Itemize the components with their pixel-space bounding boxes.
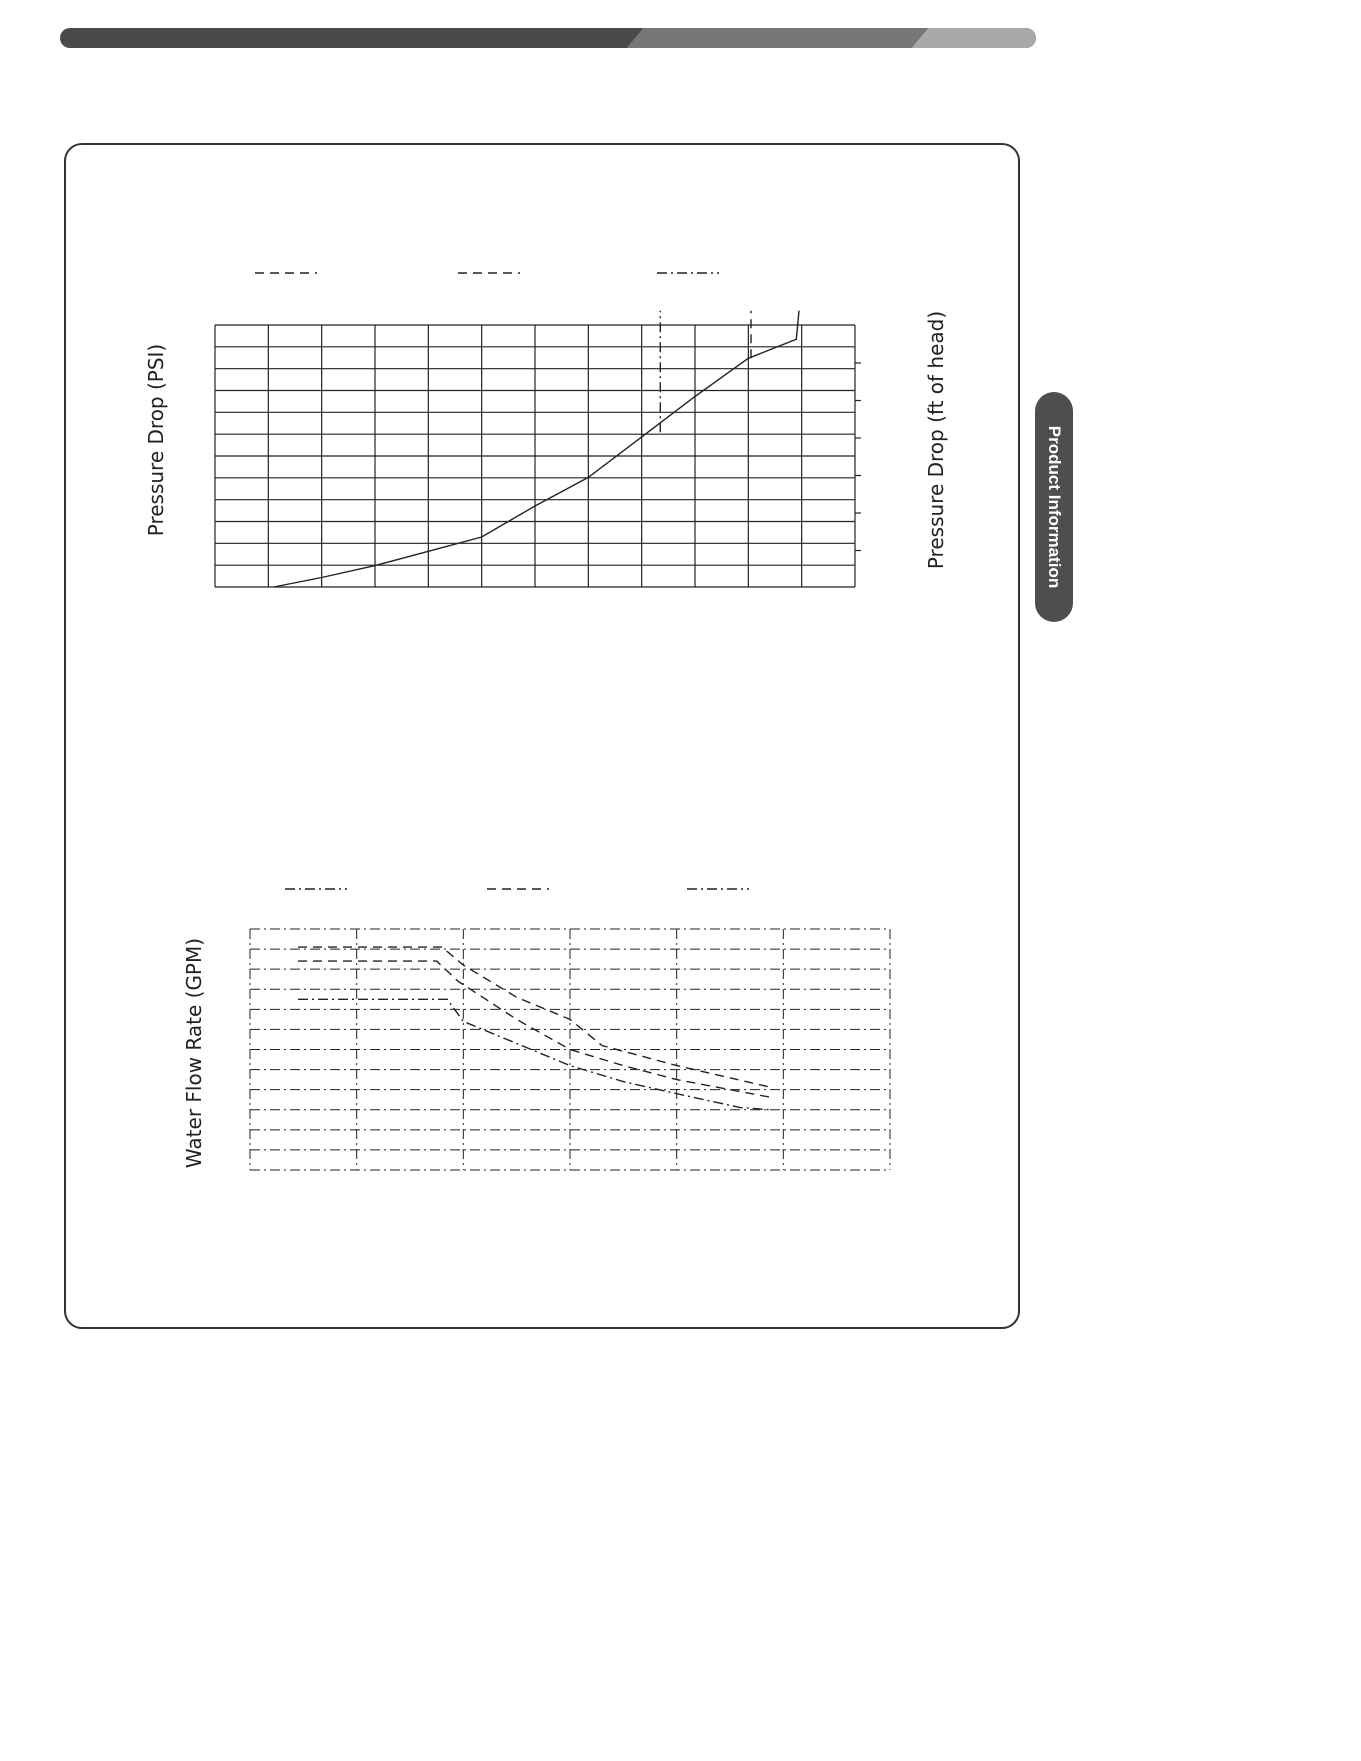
side-tab-label: Product Information [1045, 425, 1064, 589]
chart1-y-axis-label-right: Pressure Drop (ft of head) [924, 310, 948, 570]
chart1-series-1-line [274, 311, 799, 587]
chart1-y-axis-label-left: Pressure Drop (PSI) [144, 343, 168, 537]
chart2-y-axis-label: Water Flow Rate (GPM) [182, 937, 206, 1169]
chart2-series-2-line [298, 961, 773, 1098]
chart2-series-1-line [298, 947, 773, 1088]
chart2-series-3-line [298, 999, 773, 1110]
